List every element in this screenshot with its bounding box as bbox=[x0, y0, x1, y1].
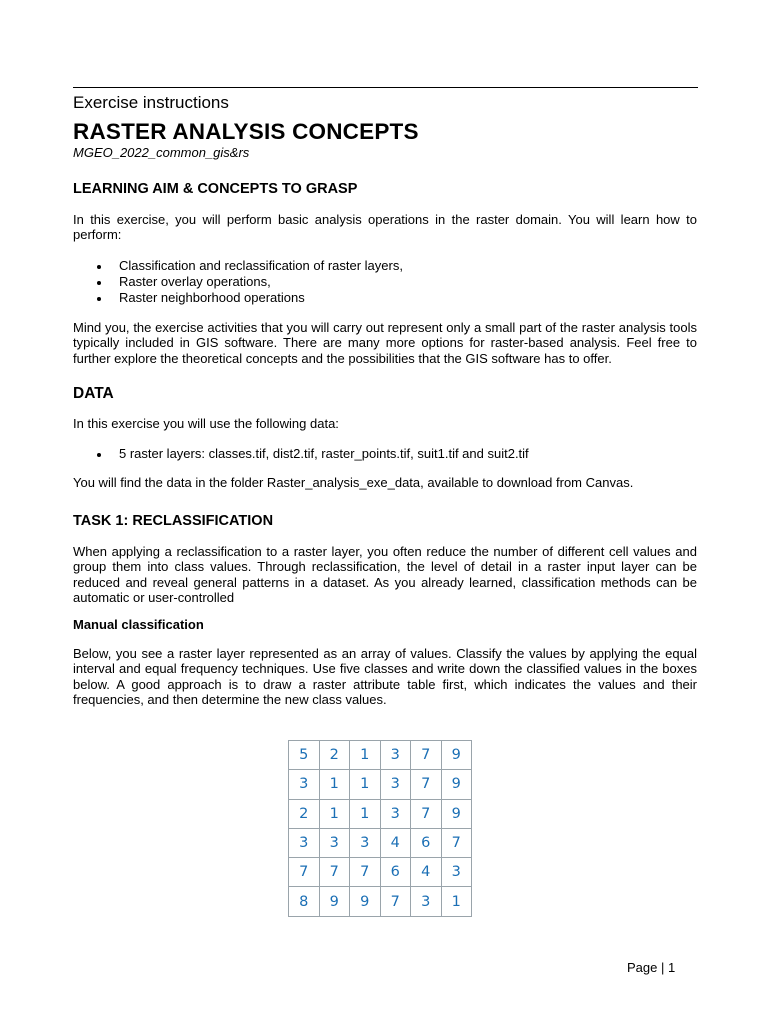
grid-row bbox=[289, 887, 472, 916]
raster-value-grid bbox=[288, 740, 472, 917]
task1-heading: TASK 1: RECLASSIFICATION bbox=[73, 513, 274, 529]
grid-cell: 4 bbox=[411, 858, 442, 887]
list-item: 5 raster layers: classes.tif, dist2.tif, raster_points.tif, suit1.tif and suit2.tif bbox=[73, 446, 529, 462]
grid-cell: 1 bbox=[350, 741, 381, 770]
grid-cell: 8 bbox=[289, 887, 320, 916]
grid-row bbox=[289, 741, 472, 770]
grid-row bbox=[289, 858, 472, 887]
data-heading: DATA bbox=[73, 385, 114, 402]
task1-instructions-paragraph: Below, you see a raster layer represented as an array of values. Classify the values by applying the equal interval and equal frequency techniques. Use five classes and write down the classified values in the boxes below. A good approach is to draw a raster attribute table first, which indicates the values and their frequencies, and then determine the new class values. bbox=[73, 646, 697, 707]
task1-intro-paragraph: When applying a reclassification to a raster layer, you often reduce the number of different cell values and group them into class values. Through reclassification, the level of detail in a raster input layer can be reduced and reveal general patterns in a dataset. As you already learned, classification methods can be automatic or user-controlled bbox=[73, 544, 697, 605]
learning-intro-paragraph: In this exercise, you will perform basic analysis operations in the raster domain. You will learn how to perform: bbox=[73, 212, 697, 243]
grid-cell: 3 bbox=[350, 828, 381, 857]
grid-cell: 9 bbox=[441, 741, 472, 770]
data-location-paragraph: You will find the data in the folder Raster_analysis_exe_data, available to download from Canvas. bbox=[73, 475, 634, 490]
grid-cell: 9 bbox=[441, 799, 472, 828]
document-subheading: Exercise instructions bbox=[73, 93, 229, 112]
grid-cell: 7 bbox=[319, 858, 350, 887]
document-title: RASTER ANALYSIS CONCEPTS bbox=[73, 119, 419, 144]
grid-cell: 9 bbox=[319, 887, 350, 916]
grid-cell: 7 bbox=[441, 828, 472, 857]
header-rule bbox=[73, 87, 698, 88]
grid-cell: 3 bbox=[380, 770, 411, 799]
grid-cell: 3 bbox=[380, 741, 411, 770]
learning-note-paragraph: Mind you, the exercise activities that you will carry out represent only a small part of the raster analysis tools typically included in GIS software. There are many more options for raster-based analysis. Feel free to further explore the theoretical concepts and the possibilities that the GIS software has to offer. bbox=[73, 320, 697, 366]
grid-cell: 1 bbox=[319, 799, 350, 828]
course-code: MGEO_2022_common_gis&rs bbox=[73, 145, 250, 160]
grid-cell: 7 bbox=[289, 858, 320, 887]
manual-classification-subheading: Manual classification bbox=[73, 617, 204, 632]
grid-cell: 3 bbox=[411, 887, 442, 916]
grid-cell: 3 bbox=[289, 828, 320, 857]
list-item: Raster overlay operations, bbox=[73, 274, 403, 290]
grid-cell: 1 bbox=[441, 887, 472, 916]
page-number: Page | 1 bbox=[627, 960, 676, 975]
list-item: Raster neighborhood operations bbox=[73, 290, 403, 306]
learning-aim-heading: LEARNING AIM & CONCEPTS TO GRASP bbox=[73, 181, 358, 197]
grid-cell: 3 bbox=[319, 828, 350, 857]
grid-cell: 9 bbox=[441, 770, 472, 799]
learning-items-list bbox=[73, 258, 403, 306]
grid-cell: 7 bbox=[411, 799, 442, 828]
grid-row bbox=[289, 770, 472, 799]
grid-cell: 4 bbox=[380, 828, 411, 857]
grid-cell: 3 bbox=[441, 858, 472, 887]
grid-cell: 2 bbox=[319, 741, 350, 770]
grid-cell: 7 bbox=[380, 887, 411, 916]
grid-cell: 2 bbox=[289, 799, 320, 828]
grid-cell: 7 bbox=[411, 770, 442, 799]
grid-cell: 9 bbox=[350, 887, 381, 916]
grid-cell: 6 bbox=[411, 828, 442, 857]
grid-row bbox=[289, 828, 472, 857]
grid-cell: 7 bbox=[350, 858, 381, 887]
data-intro-paragraph: In this exercise you will use the following data: bbox=[73, 416, 339, 431]
data-items-list bbox=[73, 446, 529, 462]
grid-cell: 7 bbox=[411, 741, 442, 770]
grid-cell: 3 bbox=[380, 799, 411, 828]
list-item: Classification and reclassification of raster layers, bbox=[73, 258, 403, 274]
grid-cell: 6 bbox=[380, 858, 411, 887]
grid-cell: 3 bbox=[289, 770, 320, 799]
grid-row bbox=[289, 799, 472, 828]
grid-cell: 1 bbox=[319, 770, 350, 799]
grid-cell: 1 bbox=[350, 770, 381, 799]
grid-cell: 1 bbox=[350, 799, 381, 828]
grid-cell: 5 bbox=[289, 741, 320, 770]
